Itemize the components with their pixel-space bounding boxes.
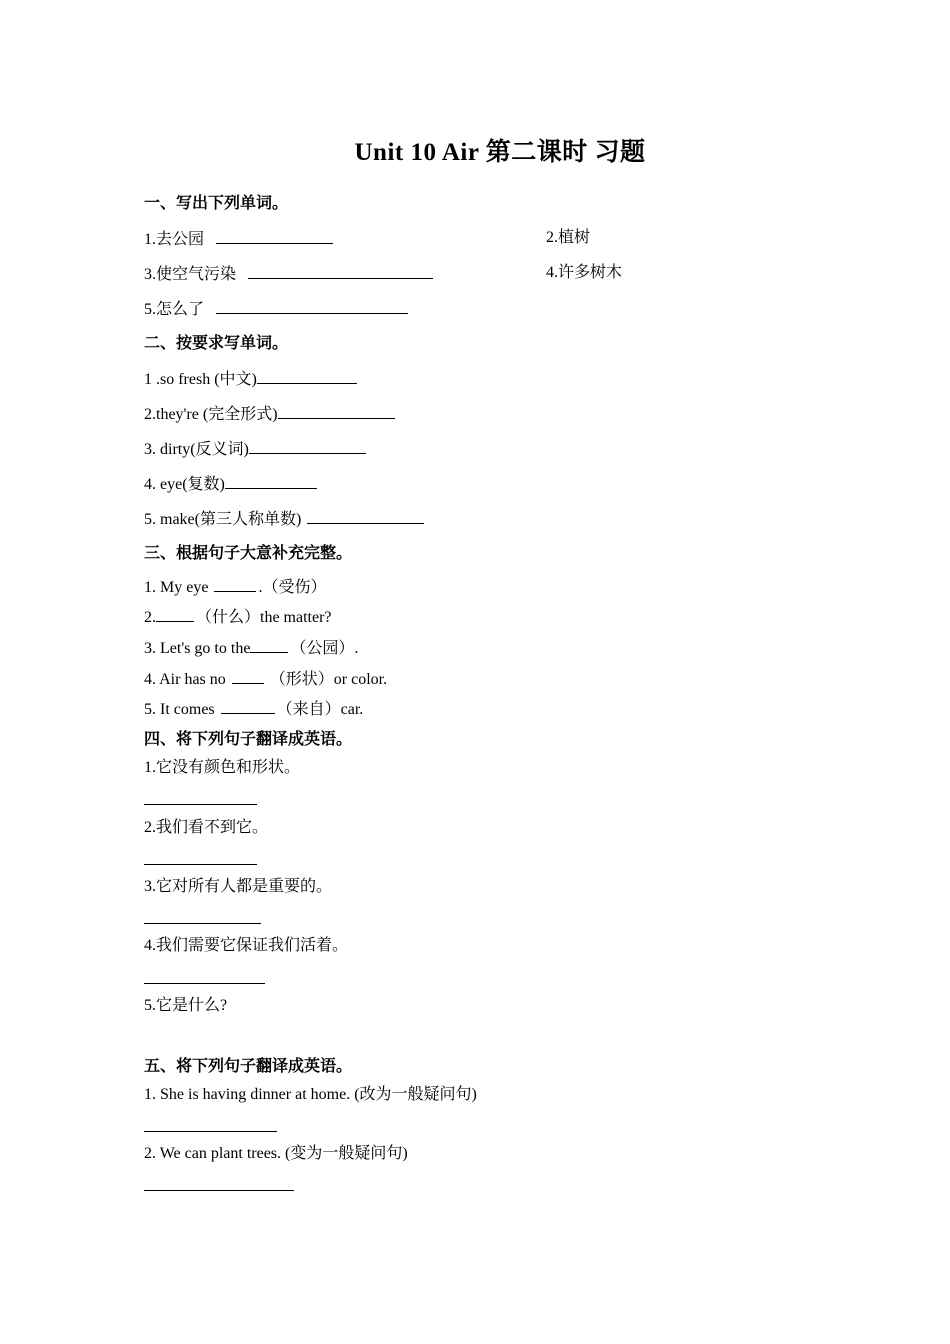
s2-item-5-blank[interactable] (307, 508, 424, 524)
s3-item-4-post: （形状）or color. (265, 671, 388, 688)
s3-item-1-blank[interactable] (214, 576, 256, 592)
s3-item-3 (144, 637, 358, 659)
s5-item-1: 1. She is having dinner at home. (改为一般疑问句) (144, 1086, 477, 1103)
s3-item-5 (144, 698, 363, 720)
s3-item-5-pre: 5. It comes (144, 701, 219, 718)
s5-item-2: 2. We can plant trees. (变为一般疑问句) (144, 1145, 408, 1162)
s1-item-3 (144, 263, 435, 285)
s2-item-2 (144, 403, 397, 425)
s1-item-4 (546, 263, 622, 283)
s2-item-1 (144, 368, 359, 390)
s2-item-3-text: 3. dirty(反义词) (144, 441, 249, 458)
s2-item-1-blank[interactable] (257, 368, 357, 384)
s1-item-5-text: 5.怎么了 (144, 301, 205, 318)
s4-item-5: 5.它是什么? (144, 997, 228, 1014)
s4-item-1: 1.它没有颜色和形状。 (144, 759, 301, 776)
s1-item-5-blank[interactable] (216, 298, 408, 314)
s3-item-3-blank[interactable] (250, 637, 288, 653)
s1-item-1-text: 1.去公园 (144, 231, 205, 248)
section4-heading: 四、将下列句子翻译成英语。 (144, 731, 353, 748)
s2-item-1-text: 1 .so fresh (中文) (144, 371, 257, 388)
s1-item-5 (144, 298, 410, 320)
s4-item-3: 3.它对所有人都是重要的。 (144, 878, 333, 895)
s4-answer-line-2[interactable] (144, 863, 257, 865)
s3-item-1-post: .（受伤） (258, 579, 327, 596)
s2-item-2-blank[interactable] (278, 403, 395, 419)
s1-item-3-text: 3.使空气污染 (144, 266, 237, 283)
s2-item-3-blank[interactable] (249, 438, 366, 454)
s4-answer-line-4[interactable] (144, 982, 265, 984)
s3-item-3-post: （公园）. (290, 640, 359, 657)
s3-item-5-post: （来自）car. (276, 701, 364, 718)
s2-item-4 (144, 473, 319, 495)
section3-heading: 三、根据句子大意补充完整。 (144, 545, 353, 562)
s1-item-3-blank[interactable] (248, 263, 433, 279)
s2-item-5 (144, 508, 426, 530)
s4-item-2: 2.我们看不到它。 (144, 819, 269, 836)
s1-item-2 (546, 228, 590, 248)
section1-heading: 一、写出下列单词。 (144, 195, 289, 212)
s4-answer-line-1[interactable] (144, 803, 257, 805)
s2-item-4-text: 4. eye(复数) (144, 476, 225, 493)
s2-item-4-blank[interactable] (225, 473, 317, 489)
s2-item-5-text: 5. make(第三人称单数) (144, 511, 302, 528)
s1-item-1 (144, 228, 335, 250)
s3-item-4-pre: 4. Air has no (144, 671, 230, 688)
s3-item-2-post: （什么）the matter? (196, 609, 332, 626)
section2-heading: 二、按要求写单词。 (144, 335, 289, 352)
s3-item-3-pre: 3. Let's go to the (144, 640, 251, 657)
s4-answer-line-3[interactable] (144, 922, 261, 924)
s3-item-4 (144, 668, 387, 690)
s1-item-4-text: 4.许多树木 (546, 264, 623, 281)
s3-item-1-pre: 1. My eye (144, 579, 213, 596)
s3-item-2-blank[interactable] (156, 606, 194, 622)
s3-item-5-blank[interactable] (221, 698, 275, 714)
s2-item-2-text: 2.they're (完全形式) (144, 406, 278, 423)
s1-item-2-text: 2.植树 (546, 229, 591, 246)
s3-item-2 (144, 606, 332, 628)
section5-heading: 五、将下列句子翻译成英语。 (144, 1058, 353, 1075)
page-title: Unit 10 Air 第二课时 习题 (354, 139, 646, 166)
s4-item-4: 4.我们需要它保证我们活着。 (144, 937, 349, 954)
s2-item-3 (144, 438, 368, 460)
s3-item-1 (144, 576, 326, 598)
s5-answer-line-2[interactable] (144, 1189, 294, 1191)
s1-item-1-blank[interactable] (216, 228, 333, 244)
s3-item-2-pre: 2. (144, 609, 156, 626)
s3-item-4-blank[interactable] (232, 668, 264, 684)
s5-answer-line-1[interactable] (144, 1130, 277, 1132)
